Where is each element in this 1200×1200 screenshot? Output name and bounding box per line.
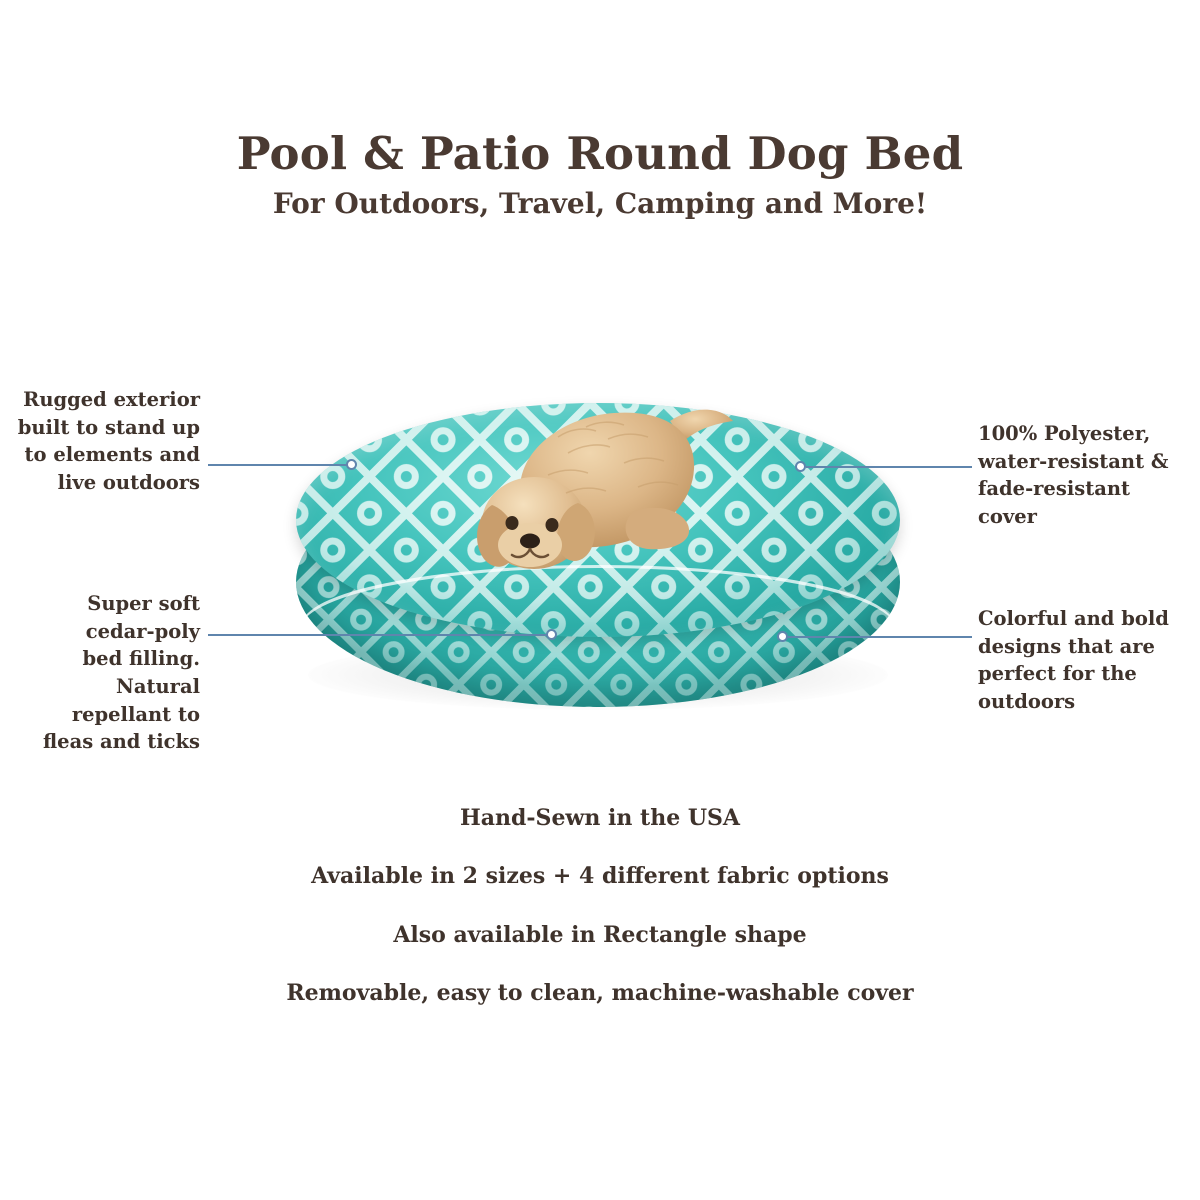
header: [0, 127, 1200, 220]
dog-illustration: [438, 383, 748, 593]
feature-item: Also available in Rectangle shape: [393, 921, 807, 948]
feature-item: Removable, easy to clean, machine-washable cover: [286, 980, 914, 1007]
product-illustration: [288, 385, 908, 745]
leader-dot-cedar-poly-filling: [546, 629, 557, 640]
leader-line-colorful-designs: [788, 636, 972, 638]
feature-list: [0, 805, 1200, 1007]
page-subtitle: For Outdoors, Travel, Camping and More!: [272, 186, 928, 220]
callout-polyester-cover: 100% Polyester, water-resistant & fade-resistant cover: [978, 422, 1169, 529]
feature-item: Hand-Sewn in the USA: [460, 805, 740, 831]
callout-colorful-designs: Colorful and bold designs that are perfect for the outdoors: [978, 607, 1169, 714]
callout-cedar-poly-filling: Super soft cedar-poly bed filling. Natural repellant to fleas and ticks: [43, 592, 200, 754]
leader-line-rugged-exterior: [208, 464, 350, 466]
leader-line-cedar-poly-filling: [208, 634, 550, 636]
page-title: Pool & Patio Round Dog Bed: [236, 127, 964, 180]
leader-line-polyester-cover: [806, 466, 972, 468]
leader-dot-rugged-exterior: [346, 459, 357, 470]
leader-dot-polyester-cover: [795, 461, 806, 472]
leader-dot-colorful-designs: [777, 631, 788, 642]
feature-item: Available in 2 sizes + 4 different fabric options: [311, 863, 889, 890]
callout-rugged-exterior: Rugged exterior built to stand up to elements and live outdoors: [17, 388, 200, 495]
